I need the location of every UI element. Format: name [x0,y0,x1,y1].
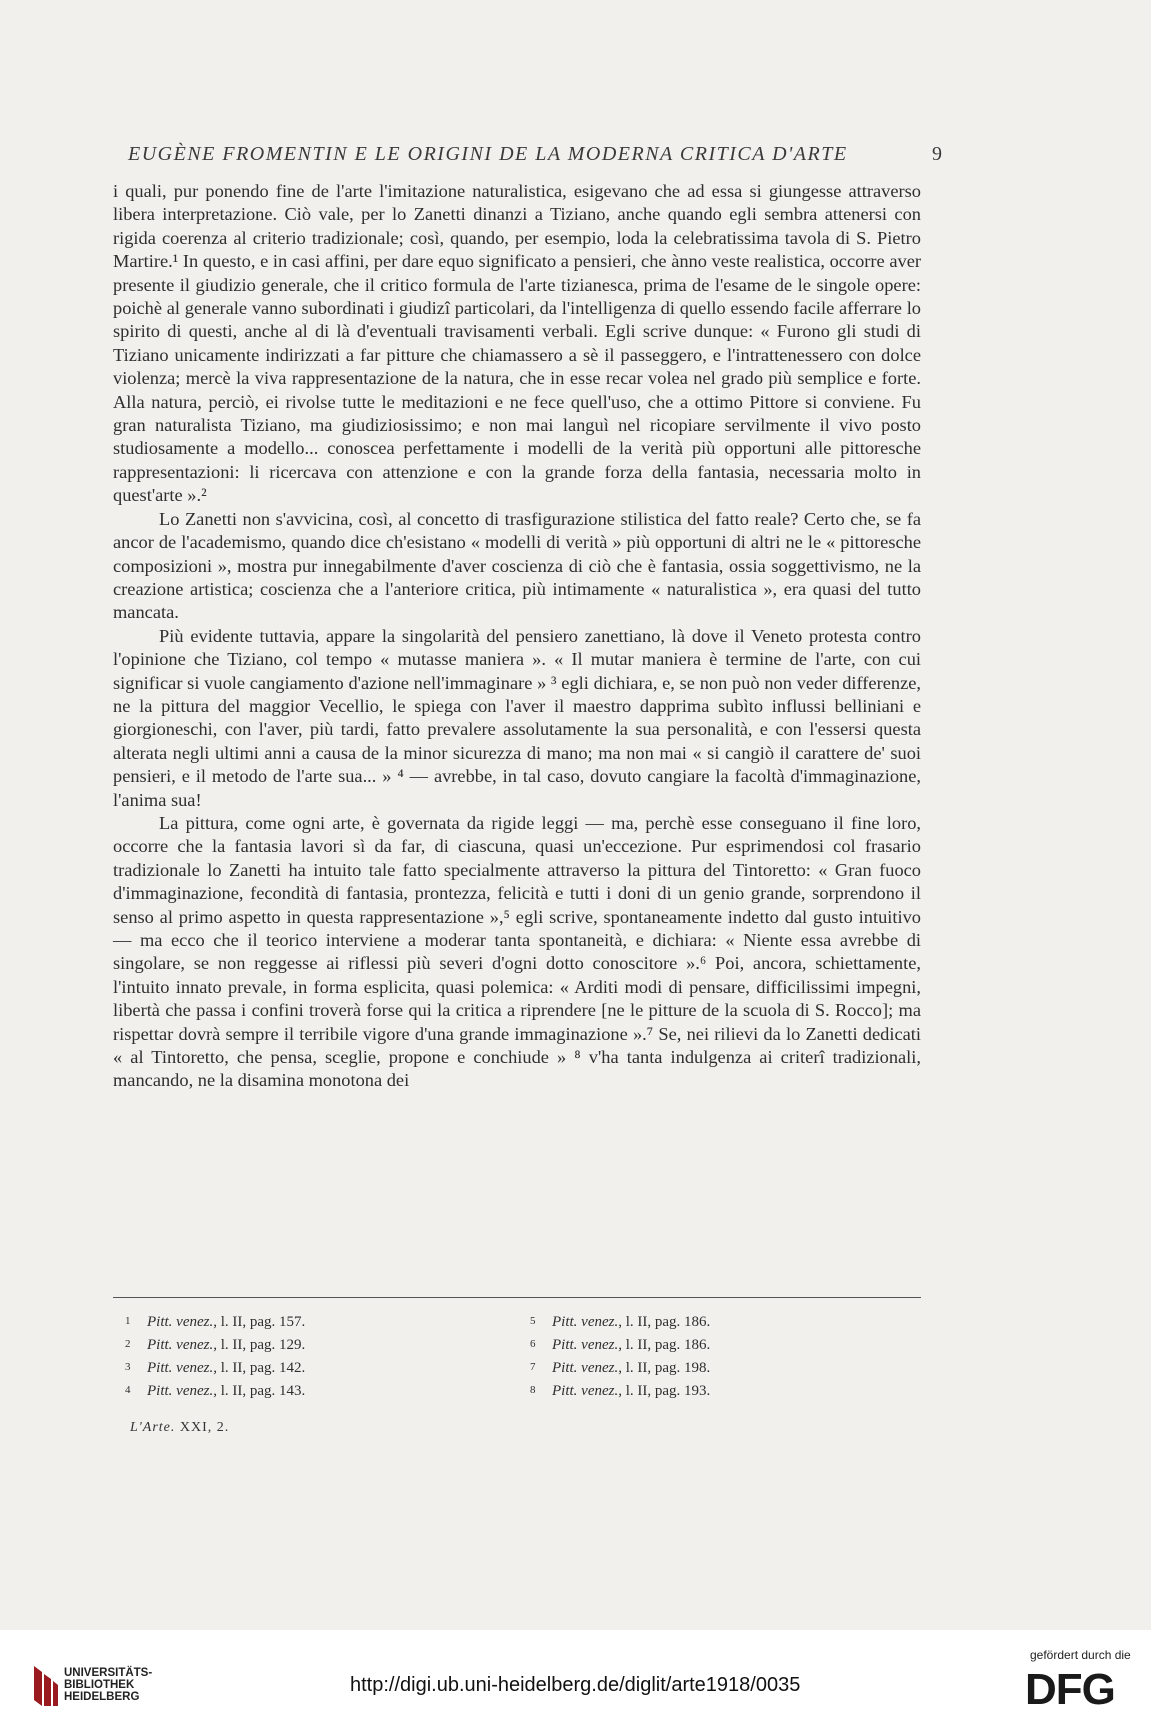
footnote [530,1379,710,1402]
university-library-logo-icon [34,1666,58,1706]
footnote-ref: Pitt. venez. [552,1383,619,1399]
dfg-logo-icon [1023,1666,1133,1708]
paragraph: Lo Zanetti non s'avvicina, così, al concetto di trasfigurazione stilistica del fatto reale? Certo che, se fa ancor de l'academismo, quando dice ch'esistano « modelli di verità » più opportuni di altri ne le « pittoresche composizioni », mostra pur innegabilmente d'aver coscienza di ciò che è fantasia, ossia soggettivismo, ne la creazione artistica; coscienza che a l'anteriore critica, più intimamente « naturalistica », era quasi del tutto mancata. [113,508,921,623]
paragraph: La pittura, come ogni arte, è governata da rigide leggi — ma, perchè esse conseguano il fine loro, occorre che la fantasia lavori sì da far, di ciascuna, quasi un'eccezione. Pur esprimendosi col frasario tradizionale lo Zanetti ha intuito tale fatto specialmente attraverso la pittura del Tintoretto: « Gran fuoco d'immaginazione, fecondità di fantasia, prontezza, felicità e tutti i doni di un genio grande, sorprendono il senso al primo aspetto in questa rappresentazione »,⁵ egli scrive, spontaneamente indetto dal gusto intuitivo — ma ecco che il teorico interviene a moderar tanta spontaneità, e dichiara: « Niente essa avrebbe di singolare, se non reggesse ai riflessi più severi d'ogni dotto conoscitore ».⁶ Poi, ancora, schiettamente, l'intuito innato prevale, in forma esplicita, quasi polemica: « Arditi modi di pensare, difficilissimi impegni, libertà che passa i confini troverà forse qui la critica a riprendere [ne le pitture de la scuola di S. Rocco]; ma rispettar dovrà sempre il terribile vigore d'una grande immaginazione ».⁷ Se, nei rilievi da lo Zanetti dedicati « al Tintoretto, che pensa, sceglie, propone e conchiude » ⁸ v'ha tanta indulgenza ai criterî tradizionali, mancando, ne la disamina monotona dei [113,812,921,1091]
paragraph: Più evidente tuttavia, appare la singolarità del pensiero zanettiano, là dove il Veneto protesta contro l'opinione che Tiziano, col tempo « mutasse maniera ». « Il mutar maniera è termine de l'arte, con cui significar si vuole cangiamento d'azione nell'immaginare » ³ egli dichiara, e, se non può non veder differenze, ne la pittura del maggior Vecellio, le spiega con l'aver il maestro dapprima subìto influssi belliniani e giorgioneschi, con l'aver, più tardi, fatto prevalere assolutamente la sua personalità, e con l'essersi questa alterata negli ultimi anni a causa de la minor sicurezza di mano; ma non mai « si cangiò il carattere de' suoi pensieri, e il metodo de l'arte sua... » ⁴ — avrebbe, in tal caso, dovuto cangiare la facoltà d'immaginazione, l'anima sua! [113,625,921,810]
footnote-ref: Pitt. venez. [552,1360,619,1376]
footnote-ref: Pitt. venez. [552,1337,619,1353]
library-name [64,1667,152,1703]
footnote-text: , l. II, pag. 157. [213,1314,306,1330]
footnote [530,1356,710,1379]
permalink-url[interactable]: http://digi.ub.uni-heidelberg.de/diglit/arte1918/0035 [350,1674,801,1696]
running-header [128,143,942,166]
digitization-footer [0,1630,1151,1725]
signature-journal: L'Arte. [130,1420,176,1435]
footnote-divider [113,1297,921,1298]
footnote-number: 8 [530,1384,536,1396]
paragraph: i quali, pur ponendo fine de l'arte l'imitazione naturalistica, esigevano che ad essa si giungesse attraverso libera interpretazione. Ciò vale, per lo Zanetti dinanzi a Tiziano, anche quando egli sembra attenersi con rigida coerenza al criterio tradizionale; così, quando, per esempio, loda la celebratissima tavola di S. Pietro Martire.¹ In questo, e in casi affini, per dare equo significato a pensieri, che ànno veste realistica, occorre aver presente il giudizio generale, che il critico formula de l'arte tizianesca, prima de l'esame de le singole opere: poichè al generale vanno subordinati i giudizî particolari, da l'intelligenza di quello essendo facile afferrare lo spirito di questi, anche al di là d'eventuali travisamenti verbali. Egli scrive dunque: « Furono gli studi di Tiziano unicamente indirizzati a far pitture che chiamassero a sè il passeggero, e l'intrattenessero con dolce violenza; mercè la viva rappresentazione de la natura, che in esse recar volea nel grado più semplice e forte. Alla natura, perciò, ei rivolse tutte le meditazioni e ne fece quell'uso, che a ottimo Pittore si conviene. Fu gran naturalista Tiziano, ma giudiziosissimo; e non mai languì nel ricopiare servilmente il vivo posto studiosamente a modello... conoscea perfettamente i modelli de la verità più opportuni alle pittoresche rappresentazioni: li ricercava con attenzione e con la grande forza della fantasia, necessaria molto in quest'arte ».² [113,181,921,506]
footnote-ref: Pitt. venez. [147,1360,214,1376]
footnote-number: 6 [530,1338,536,1350]
library-name-line: HEIDELBERG [64,1691,140,1703]
footnote [125,1379,305,1402]
footnote [530,1310,710,1333]
footnote-ref: Pitt. venez. [552,1314,619,1330]
footnote [125,1356,305,1379]
dfg-logo-text: DFG [1025,1666,1115,1708]
footnote-text: , l. II, pag. 186. [618,1337,711,1353]
footnote-number: 5 [530,1315,536,1327]
footnote-number: 7 [530,1361,536,1373]
header-title: EUGÈNE FROMENTIN E LE ORIGINI DE LA MODERNA CRITICA D'ARTE [128,143,848,165]
library-name-line: BIBLIOTHEK [64,1679,135,1691]
footnote-text: , l. II, pag. 129. [213,1337,306,1353]
footnote-text: , l. II, pag. 198. [618,1360,711,1376]
footnote-text: , l. II, pag. 142. [213,1360,306,1376]
footnote-number: 2 [125,1338,131,1350]
footnotes-right-column [530,1310,710,1402]
footnote-ref: Pitt. venez. [147,1337,214,1353]
footnote-ref: Pitt. venez. [147,1383,214,1399]
footnote [530,1333,710,1356]
footnote-text: , l. II, pag. 143. [213,1383,306,1399]
funder-label: gefördert durch die [1030,1648,1131,1662]
footnote [125,1333,305,1356]
printer-signature [130,1420,229,1436]
footnote-text: , l. II, pag. 186. [618,1314,711,1330]
footnote-text: , l. II, pag. 193. [618,1383,711,1399]
footnote-number: 3 [125,1361,131,1373]
footnote [125,1310,305,1333]
library-name-line: UNIVERSITÄTS- [64,1667,153,1679]
footnote-number: 1 [125,1315,131,1327]
footnotes-left-column [125,1310,305,1402]
footnote-number: 4 [125,1384,131,1396]
signature-volume: XXI, 2. [179,1420,230,1435]
footnote-ref: Pitt. venez. [147,1314,214,1330]
body-text [113,180,921,1093]
page-number: 9 [932,143,942,165]
